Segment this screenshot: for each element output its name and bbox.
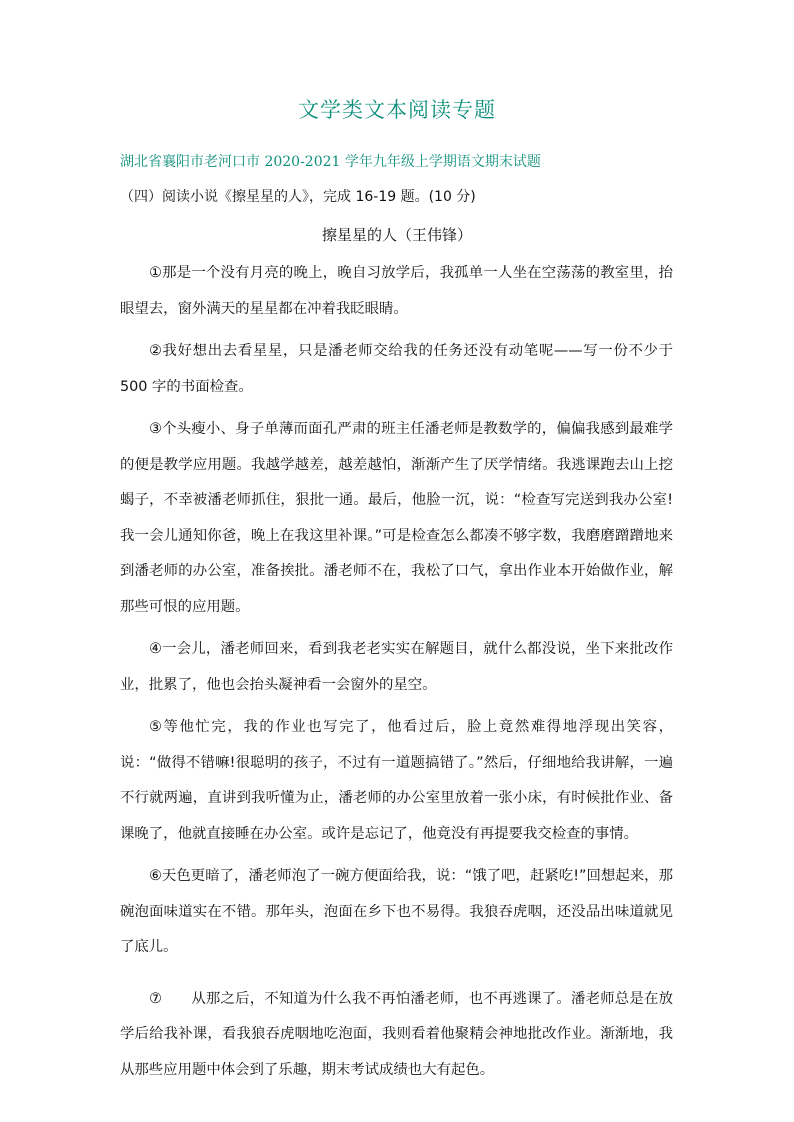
paragraph-4: ④一会儿，潘老师回来，看到我老老实实在解题目，就什么都没说，坐下来批改作业，批累了，他也会抬头凝神看一会窗外的星空。 (120, 641, 673, 693)
paragraph-3: ③个头瘦小、身子单薄而面孔严肃的班主任潘老师是教数学的，偏偏我感到最难学的便是教学应用题。我越学越差，越差越怕，渐渐产生了厌学情绪。我逃课跑去山上挖蝎子，不幸被潘老师抓住，狠批一通。最后，他脸一沉，说：“检查写完送到我办公室!我一会儿通知你爸，晚上在我这里补课。”可是检查怎么都凑不够字数，我磨磨蹭蹭地来到潘老师的办公室，准备挨批。潘老师不在，我松了口气，拿出作业本开始做作业，解那些可恨的应用题。 (120, 421, 673, 615)
paragraph-2: ②我好想出去看星星，只是潘老师交给我的任务还没有动笔呢——写一份不少于 500 字的书面检查。 (120, 343, 673, 395)
paragraph-7: ⑦ 从那之后，不知道为什么我不再怕潘老师，也不再逃课了。潘老师总是在放学后给我补课，看我狼吞虎咽地吃泡面，我则看着他聚精会神地批改作业。渐渐地，我从那些应用题中体会到了乐趣，期末考试成绩也大有起色。 (120, 990, 673, 1078)
paragraph-6: ⑥天色更暗了，潘老师泡了一碗方便面给我，说：“饿了吧，赶紧吃!”回想起来，那碗泡面味道实在不错。那年头，泡面在乡下也不易得。我狼吞虎咽，还没品出味道就见了底儿。 (120, 868, 673, 955)
question-instruction: （四）阅读小说《擦星星的人》，完成 16-19 题。(10 分) (120, 189, 476, 205)
paragraph-1: ①那是一个没有月亮的晚上，晚自习放学后，我孤单一人坐在空荡荡的教室里，抬眼望去，窗外满天的星星都在冲着我眨眼睛。 (120, 265, 673, 317)
paragraph-5: ⑤等他忙完，我的作业也写完了，他看过后，脸上竟然难得地浮现出笑容，说：“做得不错嘛!很聪明的孩子，不过有一道题搞错了。”然后，仔细地给我讲解，一遍不行就两遍，直讲到我听懂为止，潘老师的办公室里放着一张小床，有时候批作业、备课晚了，他就直接睡在办公室。或许是忘记了，他竟没有再提要我交检查的事情。 (120, 719, 673, 842)
story-title: 擦星星的人（王伟锋） (321, 226, 472, 244)
story-body (120, 256, 673, 1095)
exam-source: 湖北省襄阳市老河口市 2020-2021 学年九年级上学期语文期末试题 (120, 154, 541, 170)
page-title: 文学类文本阅读专题 (298, 98, 496, 122)
